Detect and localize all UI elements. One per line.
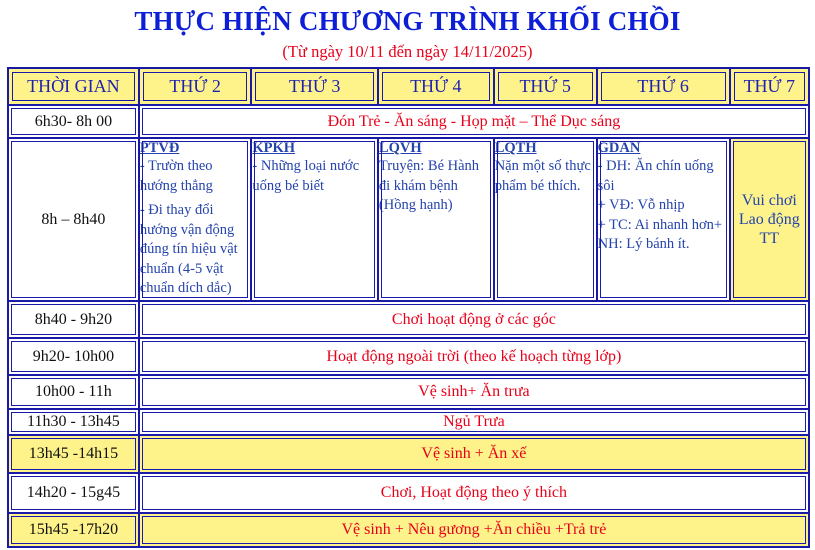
activity-text: + VĐ: Vỗ nhịp [597, 197, 685, 214]
activity-label: LQVH [378, 140, 422, 157]
activity-text: - Trườn theo hướng thẳng [139, 158, 213, 194]
activity-text: - Những loại nước uống bé biết [252, 158, 360, 194]
table-row [8, 301, 809, 338]
activity-cell: Chơi, Hoạt động theo ý thích [139, 473, 809, 513]
thursday-activity [494, 138, 597, 301]
activity-cell: Vệ sinh + Nêu gương +Ăn chiều +Trả trẻ [139, 513, 809, 547]
table-row [8, 435, 809, 472]
time-cell: 10h00 - 11h [8, 375, 139, 409]
time-cell: 6h30- 8h 00 [8, 105, 139, 138]
table-row [8, 375, 809, 409]
friday-activity [597, 138, 730, 301]
activity-text: - Đi thay đổi hướng vận động đúng tín hiệu vật chuẩn (4-5 vật chuẩn dích dắc) [139, 202, 238, 297]
activity-text: Truyện: Bé Hành đi khám bệnh (Hồng hạnh) [378, 158, 480, 214]
time-cell: 8h – 8h40 [8, 138, 139, 301]
activity-label: LQTH [494, 140, 537, 157]
header-thursday: THỨ 5 [494, 68, 597, 105]
table-row [8, 409, 809, 435]
header-saturday: THỨ 7 [730, 68, 809, 105]
schedule-table [7, 67, 810, 548]
time-cell: 9h20- 10h00 [8, 338, 139, 375]
activity-cell: Vệ sinh+ Ăn trưa [139, 375, 809, 409]
activity-cell: Đón Trẻ - Ăn sáng - Họp mặt – Thể Dục sáng [139, 105, 809, 138]
activity-text: Nặn một số thực phẩm bé thích. [494, 158, 591, 194]
table-row [8, 473, 809, 513]
header-friday: THỨ 6 [597, 68, 730, 105]
activity-text: + TC: Ai nhanh hơn+ NH: Lý bánh ít. [597, 216, 723, 253]
activity-label: PTVĐ [139, 140, 180, 157]
header-row [8, 68, 809, 105]
monday-activity [139, 138, 252, 301]
header-tuesday: THỨ 3 [251, 68, 378, 105]
wednesday-activity [378, 138, 494, 301]
tuesday-activity [251, 138, 378, 301]
table-row [8, 138, 809, 301]
table-row [8, 338, 809, 375]
time-cell: 15h45 -17h20 [8, 513, 139, 547]
time-cell: 8h40 - 9h20 [8, 301, 139, 338]
header-wednesday: THỨ 4 [378, 68, 494, 105]
activity-cell: Ngủ Trưa [139, 409, 809, 435]
header-monday: THỨ 2 [139, 68, 252, 105]
activity-label: KPKH [252, 140, 296, 157]
header-time: THỜI GIAN [8, 68, 139, 105]
time-cell: 11h30 - 13h45 [8, 409, 139, 435]
time-cell: 13h45 -14h15 [8, 435, 139, 472]
table-row [8, 513, 809, 547]
activity-text: - DH: Ăn chín uống sôi [597, 158, 714, 194]
time-cell: 14h20 - 15g45 [8, 473, 139, 513]
table-row [8, 105, 809, 138]
activity-cell: Chơi hoạt động ở các góc [139, 301, 809, 338]
activity-cell: Hoạt động ngoài trời (theo kế hoạch từng lớp) [139, 338, 809, 375]
activity-label: GDAN [597, 140, 641, 157]
page-title: THỰC HIỆN CHƯƠNG TRÌNH KHỐI CHỒI [134, 6, 681, 36]
activity-cell: Vệ sinh + Ăn xế [139, 435, 809, 472]
date-range: (Từ ngày 10/11 đến ngày 14/11/2025) [282, 42, 533, 61]
saturday-activity: Vui chơi Lao động TT [730, 138, 809, 301]
